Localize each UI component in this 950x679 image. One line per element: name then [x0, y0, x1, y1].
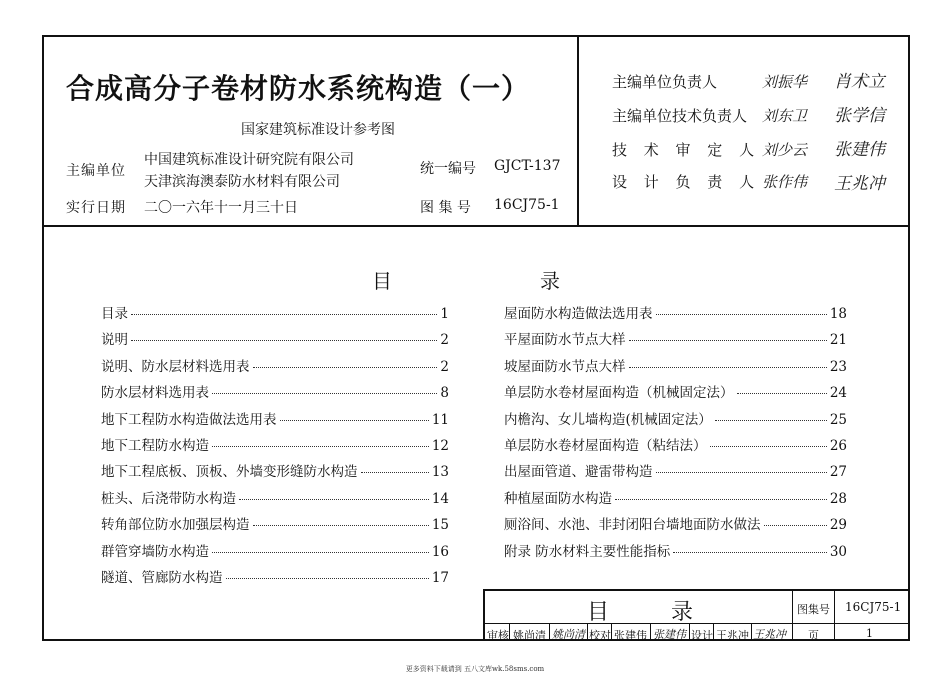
- toc-entry-page: 11: [431, 411, 449, 428]
- tb-sep-1: [509, 623, 510, 641]
- toc-entry-page: 21: [829, 332, 847, 349]
- toc-entry-page: 16: [431, 543, 449, 560]
- toc-leader-dots: [131, 314, 437, 315]
- toc-entry-title: 说明: [101, 332, 128, 349]
- responsible-signature-4a: 张作伟: [762, 173, 808, 191]
- editor-org-1: 中国建筑标准设计研究院有限公司: [144, 152, 354, 168]
- tb-sep-4: [611, 623, 612, 641]
- title-block-atlas-label: 图集号: [797, 603, 830, 616]
- responsible-label-4: 设 计 负 责 人: [612, 173, 761, 191]
- toc-entry-page: 23: [829, 358, 847, 375]
- toc-entry-page: 25: [829, 411, 847, 428]
- toc-leader-dots: [212, 393, 437, 394]
- document-title: 合成高分子卷材防水系统构造（一）: [66, 72, 531, 105]
- toc-entry-title: 单层防水卷材屋面构造（粘结法）: [504, 438, 707, 454]
- toc-leader-dots: [615, 499, 827, 500]
- toc-entry-title: 厕浴间、水池、非封闭阳台墙地面防水做法: [504, 517, 761, 534]
- tb-sep-5: [650, 623, 651, 641]
- toc-entry[interactable]: [504, 355, 847, 375]
- effective-date: 二〇一六年十一月三十日: [144, 200, 298, 216]
- toc-title-left: 目: [372, 269, 392, 293]
- toc-entry-page: 30: [829, 543, 847, 560]
- toc-leader-dots: [629, 367, 827, 368]
- toc-entry[interactable]: [504, 302, 847, 322]
- responsible-signature-3a: 刘少云: [762, 141, 808, 159]
- toc-leader-dots: [764, 525, 827, 526]
- toc-entry-title: 转角部位防水加强层构造: [101, 517, 250, 534]
- toc-entry-title: 出屋面管道、避雷带构造: [504, 464, 653, 481]
- toc-leader-dots: [212, 552, 429, 553]
- toc-entry-page: 2: [440, 358, 449, 375]
- toc-entry-page: 14: [431, 490, 449, 507]
- toc-entry-title: 目录: [101, 306, 128, 322]
- toc-leader-dots: [253, 367, 438, 368]
- tb-sep-6: [689, 623, 690, 641]
- responsible-signature-2b: 张学信: [834, 106, 885, 126]
- document-subtitle: 国家建筑标准设计参考图: [241, 122, 395, 138]
- responsible-signature-1a: 刘振华: [762, 73, 808, 91]
- toc-entry[interactable]: [101, 513, 449, 533]
- editor-org-2: 天津滨海澳泰防水材料有限公司: [144, 174, 340, 190]
- toc-entry-title: 单层防水卷材屋面构造（机械固定法）: [504, 385, 734, 402]
- title-block-title-left: 目: [587, 600, 610, 625]
- header-divider: [577, 37, 579, 225]
- toc-entry[interactable]: [101, 408, 449, 428]
- toc-leader-dots: [361, 472, 429, 473]
- toc-entry[interactable]: [504, 434, 847, 454]
- toc-entry-page: 24: [829, 385, 847, 402]
- toc-entry-title: 群管穿墙防水构造: [101, 543, 209, 560]
- toc-leader-dots: [280, 420, 429, 421]
- toc-leader-dots: [710, 446, 827, 447]
- toc-entry-page: 13: [431, 464, 449, 481]
- responsible-label-2: 主编单位技术负责人: [612, 107, 748, 125]
- review-name: 姚尚清: [513, 629, 546, 642]
- check-name: 张建伟: [614, 629, 647, 642]
- page-label: 页: [808, 629, 819, 642]
- tb-sep-3: [587, 623, 588, 641]
- toc-entry[interactable]: [101, 381, 449, 401]
- title-block-vline-1: [792, 591, 793, 641]
- toc-entry[interactable]: [101, 302, 449, 322]
- toc-entry-page: 27: [829, 464, 847, 481]
- toc-leader-dots: [673, 552, 827, 553]
- toc-leader-dots: [253, 525, 429, 526]
- toc-entry-page: 2: [440, 332, 449, 349]
- toc-leader-dots: [656, 472, 827, 473]
- responsible-signature-3b: 张建伟: [834, 140, 885, 160]
- title-block: [483, 589, 908, 641]
- toc-entry[interactable]: [101, 355, 449, 375]
- toc-entry-page: 29: [829, 517, 847, 534]
- toc-entry-title: 坡屋面防水节点大样: [504, 358, 626, 375]
- title-header: [44, 37, 908, 227]
- toc-entry[interactable]: [101, 460, 449, 480]
- toc-entry-title: 地下工程防水构造做法选用表: [101, 411, 277, 428]
- toc-entry-title: 地下工程底板、顶板、外墙变形缝防水构造: [101, 464, 358, 481]
- toc-entry[interactable]: [504, 540, 847, 560]
- toc-leader-dots: [737, 393, 827, 394]
- toc-entry-page: 18: [829, 306, 847, 322]
- responsible-label-3: 技 术 审 定 人: [612, 141, 761, 159]
- title-block-title-right: 录: [671, 600, 694, 625]
- page-number: 1: [866, 627, 873, 640]
- toc-entry-page: 28: [829, 490, 847, 507]
- toc-leader-dots: [226, 578, 429, 579]
- toc-entry[interactable]: [101, 328, 449, 348]
- toc-leader-dots: [239, 499, 429, 500]
- atlas-no-label: 图 集 号: [420, 200, 471, 216]
- responsible-signature-1b: 肖术立: [834, 72, 885, 92]
- toc-entry[interactable]: [504, 328, 847, 348]
- toc-entry[interactable]: [504, 460, 847, 480]
- toc-leader-dots: [131, 340, 437, 341]
- toc-entry-title: 平屋面防水节点大样: [504, 332, 626, 349]
- title-block-atlas-no: 16CJ75-1: [845, 600, 902, 614]
- review-label: 审核: [487, 629, 509, 642]
- toc-entry-title: 内檐沟、女儿墙构造(机械固定法）: [504, 411, 712, 428]
- toc-entry[interactable]: [101, 487, 449, 507]
- toc-entry-page: 12: [431, 438, 449, 454]
- tb-sep-8: [751, 623, 752, 641]
- tb-sep-2: [549, 623, 550, 641]
- toc-entry-title: 种植屋面防水构造: [504, 490, 612, 507]
- toc-entry[interactable]: [101, 540, 449, 560]
- toc-entry-title: 附录 防水材料主要性能指标: [504, 543, 671, 560]
- drawing-sheet: [42, 35, 910, 641]
- toc-entry-title: 防水层材料选用表: [101, 385, 209, 402]
- unified-no: GJCT-137: [494, 158, 561, 174]
- tb-sep-7: [713, 623, 714, 641]
- design-signature: 王兆冲: [753, 628, 786, 641]
- toc-leader-dots: [212, 446, 429, 447]
- unified-no-label: 统一编号: [420, 161, 476, 177]
- design-name: 王兆冲: [716, 629, 749, 642]
- toc-leader-dots: [715, 420, 827, 421]
- toc-entry-title: 隧道、管廊防水构造: [101, 570, 223, 586]
- toc-entry[interactable]: [504, 513, 847, 533]
- review-signature: 姚尚清: [552, 628, 585, 641]
- responsible-signature-4b: 王兆冲: [834, 174, 885, 194]
- check-label: 校对: [589, 629, 611, 642]
- date-label: 实行日期: [66, 200, 126, 216]
- toc-entry-page: 1: [440, 306, 449, 322]
- design-label: 设计: [691, 629, 713, 642]
- toc-entry-title: 地下工程防水构造: [101, 438, 209, 454]
- toc-entry[interactable]: [504, 487, 847, 507]
- editor-label: 主编单位: [66, 163, 126, 179]
- atlas-no: 16CJ75-1: [494, 197, 560, 213]
- toc-entry-title: 说明、防水层材料选用表: [101, 358, 250, 375]
- toc-entry-page: 8: [440, 385, 449, 402]
- responsible-label-1: 主编单位负责人: [612, 73, 718, 91]
- toc-entry-page: 15: [431, 517, 449, 534]
- toc-leader-dots: [656, 314, 827, 315]
- toc-entry[interactable]: [101, 566, 449, 586]
- toc-entry-title: 屋面防水构造做法选用表: [504, 306, 653, 322]
- responsible-signature-2a: 刘东卫: [762, 107, 808, 125]
- toc-leader-dots: [629, 340, 827, 341]
- toc-entry-title: 桩头、后浇带防水构造: [101, 490, 236, 507]
- toc-entry[interactable]: [101, 434, 449, 454]
- toc-title-right: 录: [540, 269, 560, 293]
- toc-entry[interactable]: [504, 381, 847, 401]
- footer-note: 更多资料下载请到 五八文库wk.58sms.com: [405, 665, 545, 673]
- toc-entry-page: 26: [829, 438, 847, 454]
- toc-entry[interactable]: [504, 408, 847, 428]
- toc-entry-page: 17: [431, 570, 449, 586]
- check-signature: 张建伟: [653, 628, 686, 641]
- title-block-vline-2: [834, 591, 835, 641]
